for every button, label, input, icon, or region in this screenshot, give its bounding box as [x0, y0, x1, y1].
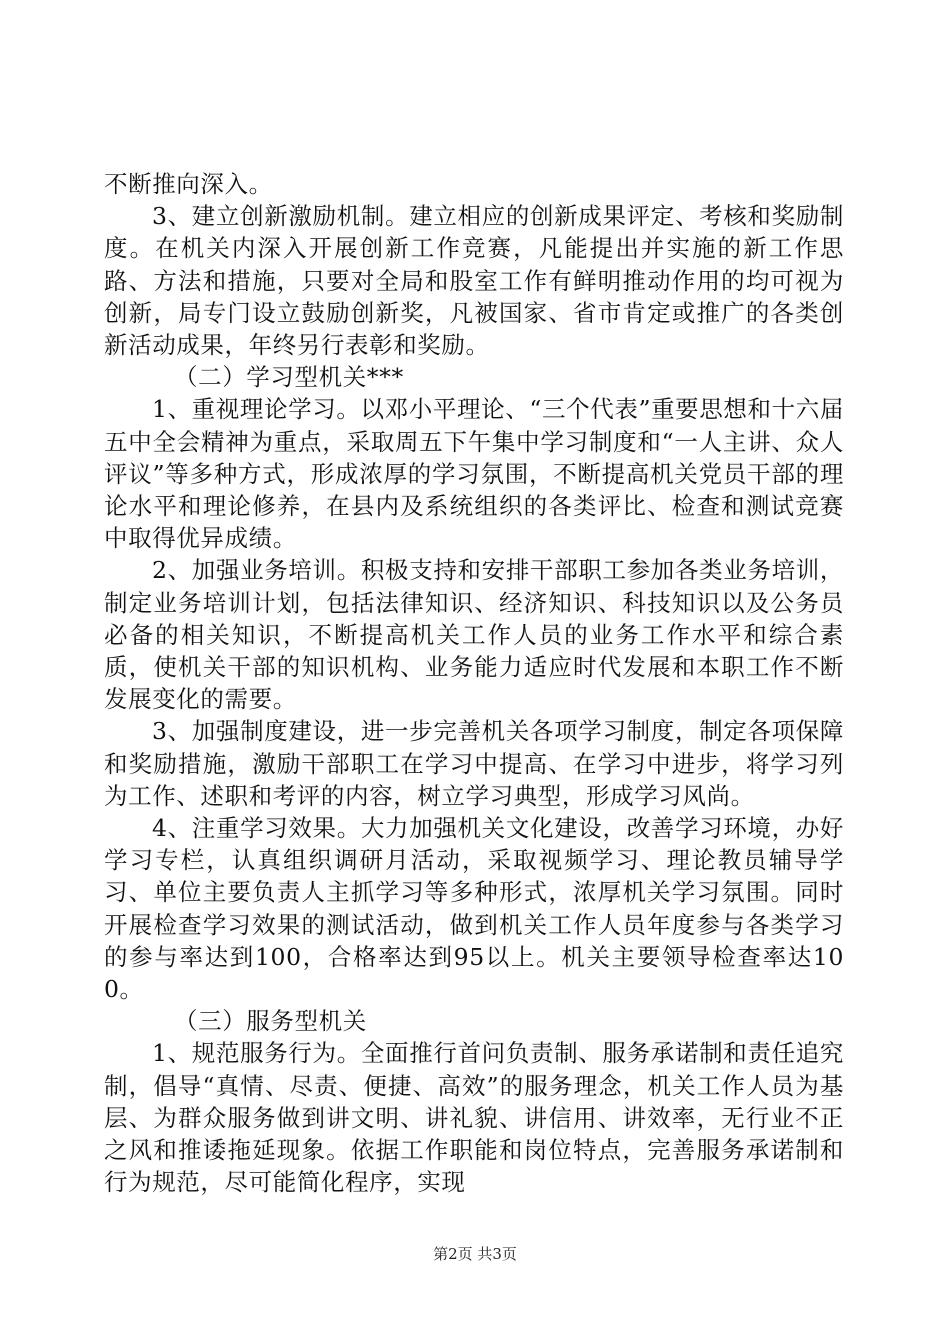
paragraph-learning-effect: 4、注重学习效果。大力加强机关文化建设，改善学习环境，办好学习专栏，认真组织调研月活动，采取视频学习、理论教员辅导学习、单位主要负责人主抓学习等多种形式，浓厚机关学习氛围。同时开展检查学习效果的测试活动，做到机关工作人员年度参与各类学习的参与率达到100，合格率达到95以上。机关主要领导检查率达100。: [104, 814, 844, 1004]
paragraph-continuation: 不断推向深入。: [104, 170, 273, 198]
paragraph-business-training: 2、加强业务培训。积极支持和安排干部职工参加各类业务培训，制定业务培训计划，包括法律知识、经济知识、科技知识以及公务员必备的相关知识，不断提高机关工作人员的业务工作水平和综合素质，使机关干部的知识机构、业务能力适应时代发展和本职工作不断发展变化的需要。: [104, 556, 844, 714]
paragraph-service-behavior: 1、规范服务行为。全面推行首问负责制、服务承诺制和责任追究制，倡导“真情、尽责、便捷、高效”的服务理念，机关工作人员为基层、为群众服务做到讲文明、讲礼貌、讲信用、讲效率，无行业不正之风和推诿拖延现象。依据工作职能和岗位特点，完善服务承诺制和行为规范，尽可能简化程序，实现: [104, 1039, 844, 1197]
section-heading-service-organ: （三）服务型机关: [174, 1007, 367, 1036]
paragraph-theory-study: 1、重视理论学习。以邓小平理论、“三个代表”重要思想和十六届五中全会精神为重点，采取周五下午集中学习制度和“一人主讲、众人评议”等多种方式，形成浓厚的学习氛围，不断提高机关党员干部的理论水平和理论修养，在县内及系统组织的各类评比、检查和测试竞赛中取得优异成绩。: [104, 395, 844, 553]
section-heading-learning-organ: （二）学习型机关***: [174, 363, 404, 392]
document-body: [104, 168, 844, 1199]
paragraph-innovation-incentive: 3、建立创新激励机制。建立相应的创新成果评定、考核和奖励制度。在机关内深入开展创新工作竞赛，凡能提出并实施的新工作思路、方法和措施，只要对全局和股室工作有鲜明推动作用的均可视为创新，局专门设立鼓励创新奖，凡被国家、省市肯定或推广的各类创新活动成果，年终另行表彰和奖励。: [104, 202, 844, 360]
page-number-footer: 第2页 共3页: [433, 1245, 517, 1263]
paragraph-system-building: 3、加强制度建设，进一步完善机关各项学习制度，制定各项保障和奖励措施，激励干部职工在学习中提高、在学习中进步，将学习列为工作、述职和考评的内容，树立学习典型，形成学习风尚。: [104, 717, 844, 810]
